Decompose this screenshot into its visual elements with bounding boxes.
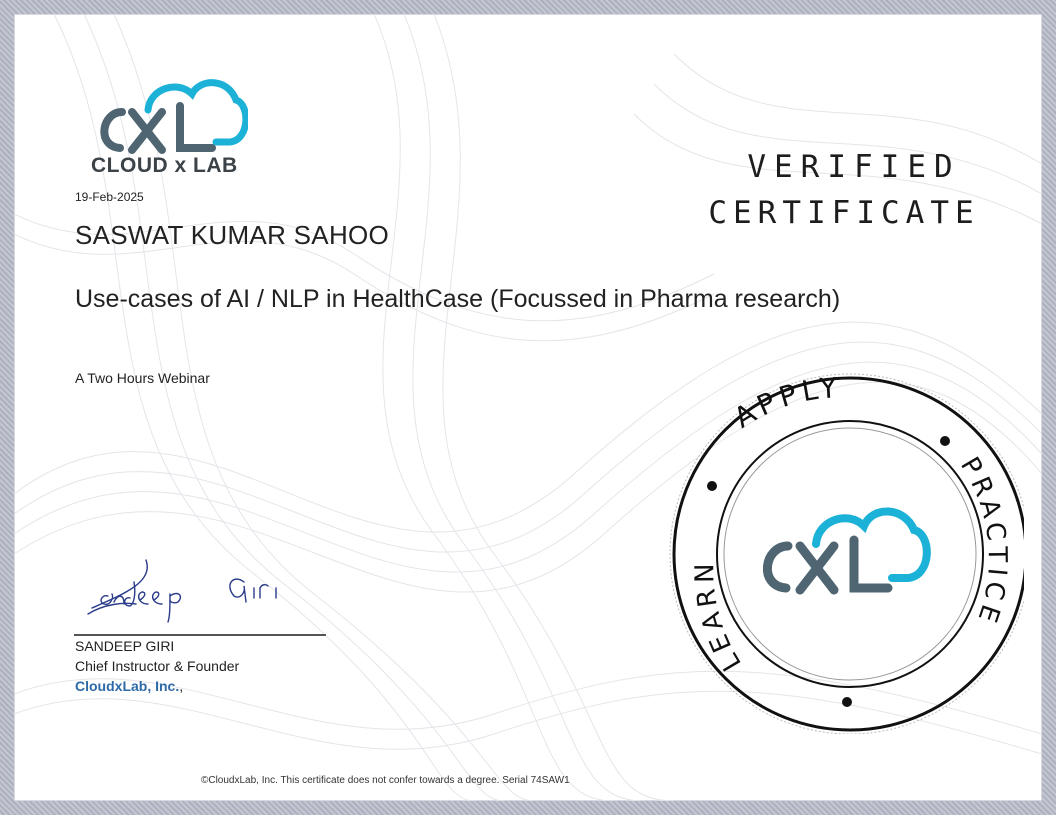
seal-left-word: LEARN bbox=[690, 558, 748, 676]
seal-center-logo-icon bbox=[767, 511, 926, 590]
certificate-date: 19-Feb-2025 bbox=[75, 190, 144, 204]
course-title: Use-cases of AI / NLP in HealthCase (Focussed in Pharma research) bbox=[75, 285, 841, 313]
signature-line bbox=[74, 634, 326, 636]
seal-right-word: PRACTICE bbox=[954, 452, 1013, 631]
signer-name: SANDEEP GIRI bbox=[75, 638, 175, 654]
organization-suffix: , bbox=[179, 678, 184, 694]
apply-learn-practice-seal bbox=[664, 354, 1024, 734]
svg-text:LEARN bbox=[690, 558, 748, 676]
signer-title: Chief Instructor & Founder bbox=[75, 658, 240, 674]
cloudxlab-logo-icon bbox=[88, 70, 248, 160]
certificate-paper bbox=[14, 14, 1042, 801]
recipient-name: SASWAT KUMAR SAHOO bbox=[75, 220, 390, 250]
certificate-footer: ©CloudxLab, Inc. This certificate does not confer towards a degree. Serial 74SAW1 bbox=[201, 775, 570, 786]
verified-heading-line2: CERTIFICATE bbox=[708, 195, 980, 231]
svg-text:PRACTICE bbox=[954, 452, 1012, 630]
verified-heading-line1: VERIFIED bbox=[747, 149, 961, 185]
handwritten-signature bbox=[84, 554, 304, 634]
course-type: A Two Hours Webinar bbox=[75, 370, 210, 386]
verified-certificate-heading bbox=[708, 144, 989, 236]
svg-text:APPLY bbox=[728, 371, 843, 435]
organization-link[interactable]: CloudxLab, Inc. bbox=[75, 678, 180, 694]
logo-wordmark: CLOUD x LAB bbox=[91, 154, 238, 177]
seal-top-word: APPLY bbox=[728, 371, 843, 435]
signer-organization bbox=[75, 678, 183, 694]
